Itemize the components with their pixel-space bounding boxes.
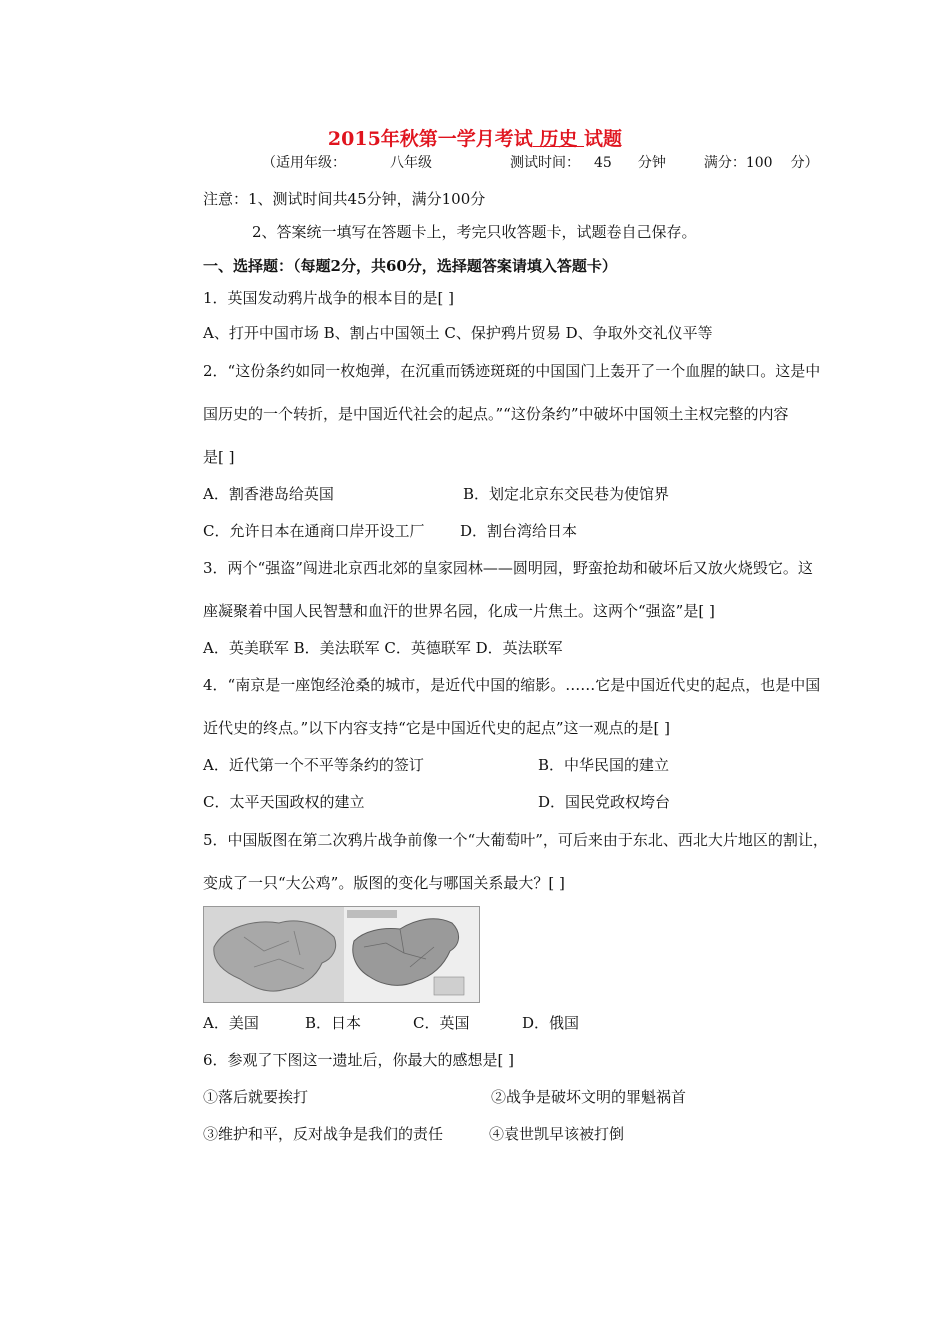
q5-option-c: C．英国 [413,1014,470,1032]
q6-option-1: ①落后就要挨打 [203,1088,309,1106]
q2-option-d: D．割台湾给日本 [460,522,578,540]
title-subject: 历史 [532,128,585,150]
q4-line-1: 4．“南京是一座饱经沧桑的城市，是近代中国的缩影。……它是中国近代史的起点，也是中国 [203,676,821,694]
china-maps-illustration [204,907,479,1002]
map-right-inset [434,977,464,995]
q2-option-a: A．割香港岛给英国 [203,485,334,503]
time-value: 45 [594,155,612,171]
q6-option-2: ②战争是破坏文明的罪魁祸首 [491,1088,687,1106]
q4-option-a: A．近代第一个不平等条约的签订 [203,756,424,774]
grade-label: （适用年级： [262,155,346,171]
exam-info [262,153,819,173]
q4-line-2: 近代史的终点。”以下内容支持“它是中国近代史的起点”这一观点的是[ ] [203,719,670,737]
q4-option-c: C．太平天国政权的建立 [203,793,365,811]
q2-option-c: C．允许日本在通商口岸开设工厂 [203,522,425,540]
q3-options: A．英美联军 B．美法联军 C．英德联军 D．英法联军 [203,639,563,657]
q1-options: A、打开中国市场 B、割占中国领土 C、保护鸦片贸易 D、争取外交礼仪平等 [203,324,713,342]
q2-line-3: 是[ ] [203,448,235,466]
title-suffix: 试题 [584,128,623,150]
q3-line-2: 座凝聚着中国人民智慧和血汗的世界名园，化成一片焦土。这两个“强盗”是[ ] [203,602,715,620]
note-1: 注意：1、测试时间共45分钟，满分100分 [203,190,486,208]
q4-option-d: D．国民党政权垮台 [538,793,671,811]
q3-line-1: 3．两个“强盗”闯进北京西北郊的皇家园林——圆明园，野蛮抢劫和破坏后又放火烧毁它。这 [203,559,813,577]
q5-option-d: D．俄国 [522,1014,580,1032]
q4-option-b: B．中华民国的建立 [538,756,670,774]
q1-stem: 1．英国发动鸦片战争的根本目的是[ ] [203,289,455,307]
time-label: 测试时间： [510,155,580,171]
map-right-legend [347,910,397,918]
title-main: 2015年秋第一学月考试 [327,128,533,150]
score-unit: 分） [790,155,819,171]
q5-option-a: A．美国 [203,1014,259,1032]
q5-option-b: B．日本 [305,1014,362,1032]
note-2: 2、答案统一填写在答题卡上，考完只收答题卡，试题卷自己保存。 [252,223,697,241]
q2-line-1: 2．“这份条约如同一枚炮弹，在沉重而锈迹斑斑的中国国门上轰开了一个血腥的缺口。这是中 [203,362,821,380]
q5-line-1: 5．中国版图在第二次鸦片战争前像一个“大葡萄叶”，可后来由于东北、西北大片地区的割让， [203,831,828,849]
q2-line-2: 国历史的一个转折，是中国近代社会的起点。”“这份条约”中破坏中国领土主权完整的内容 [203,405,789,423]
q2-option-b: B．划定北京东交民巷为使馆界 [463,485,670,503]
time-unit: 分钟 [637,155,666,171]
exam-title [0,124,950,151]
q5-line-2: 变成了一只“大公鸡”。版图的变化与哪国关系最大？[ ] [203,874,565,892]
section-heading: 一、选择题：（每题2分，共60分，选择题答案请填入答题卡） [203,257,617,275]
q6-option-3: ③维护和平，反对战争是我们的责任 [203,1125,444,1143]
score-label: 满分：100 [703,155,773,171]
grade-value: 八年级 [390,155,432,171]
q5-maps-image [203,906,480,1003]
q6-stem: 6．参观了下图这一遗址后，你最大的感想是[ ] [203,1051,515,1069]
q6-option-4: ④袁世凯早该被打倒 [489,1125,625,1143]
